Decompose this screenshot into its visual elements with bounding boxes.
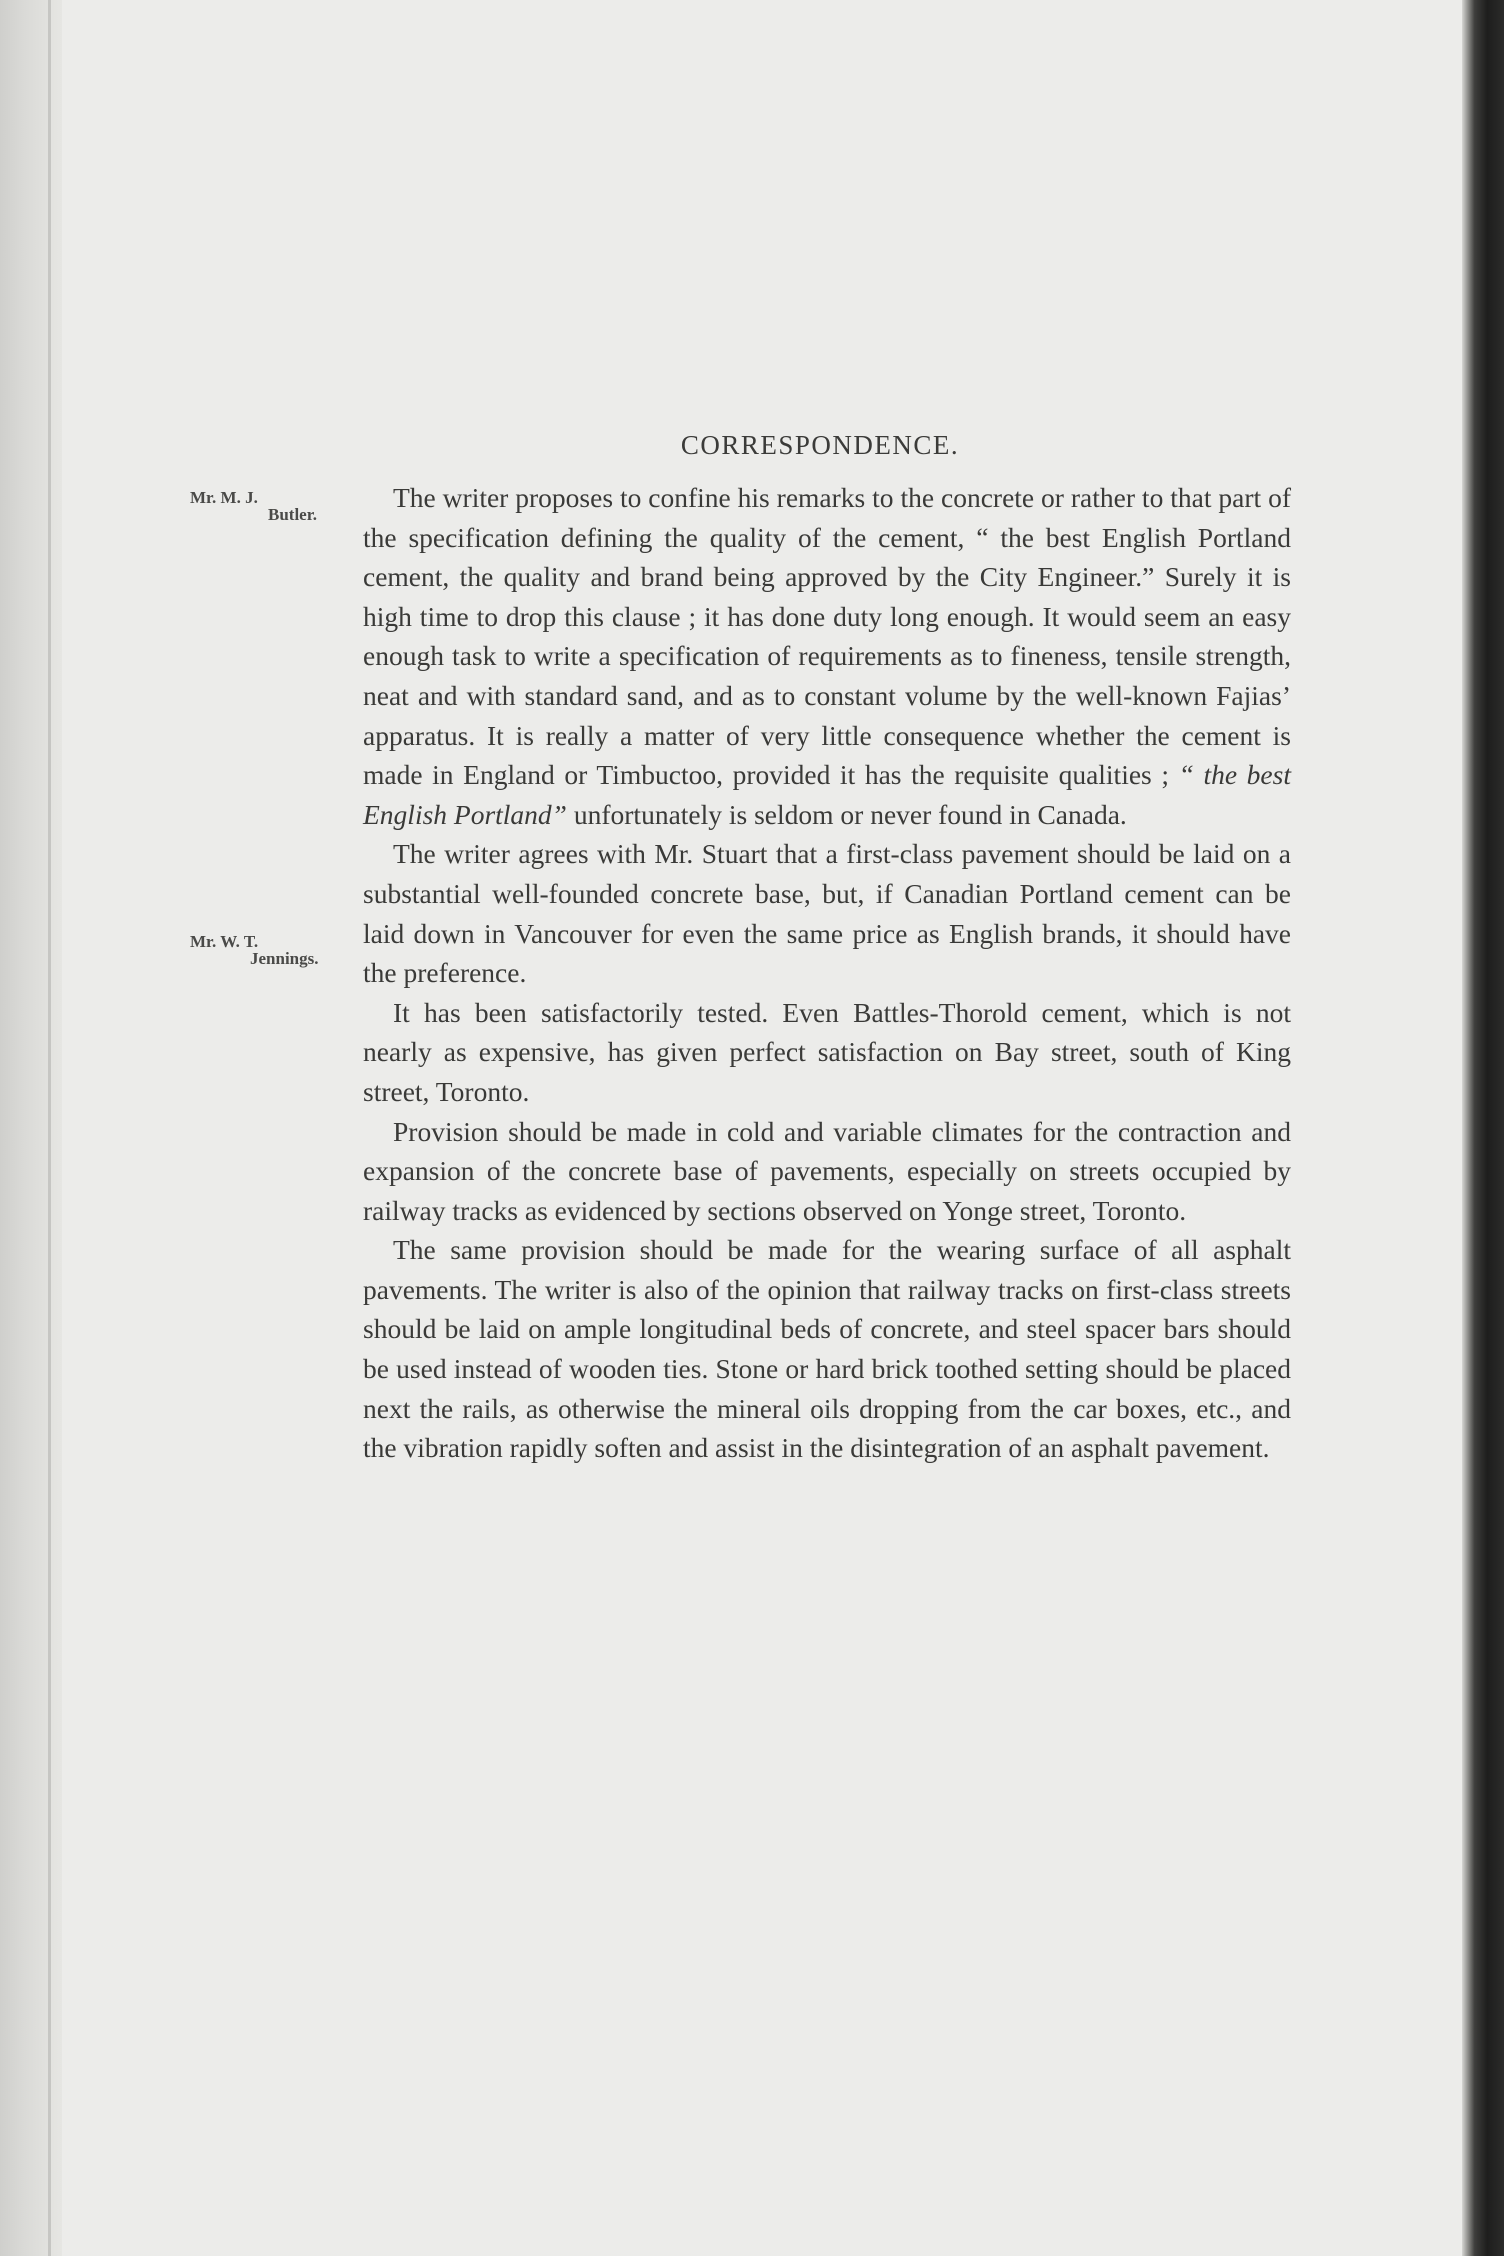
paragraph-butler <box>363 478 1291 834</box>
sidenote-jennings <box>190 933 319 967</box>
paragraph-butler-text: The writer proposes to confine his remarks to the concrete or rather to that part of the specification defining the quality of the cement, “ the best English Portland cement, the quality and brand being approved by the City Engineer.” Surely it is high time to drop this clause ; it has done duty long enough. It would seem an easy enough task to write a specification of requirements as to fineness, tensile strength, neat and with standard sand, and as to constant volume by the well-known Fajias’ apparatus. It is really a matter of very little consequence whether the cement is made in England or Timbuctoo, provided it has the requisite qualities ; <box>363 482 1291 791</box>
paragraph-jennings-1: The writer agrees with Mr. Stuart that a first-class pavement should be laid on a substantial well-founded concrete base, but, if Canadian Portland cement can be laid down in Vancouver for even the same price as English brands, it should have the preference. <box>363 838 1291 989</box>
paragraph-jennings-4: The same provision should be made for the wearing surface of all asphalt pavements. The writer is also of the opinion that railway tracks on first-class streets should be laid on ample longitudinal beds of concrete, and steel spacer bars should be used instead of wooden ties. Stone or hard brick toothed setting should be placed next the rails, as otherwise the mineral oils dropping from the car boxes, etc., and the vibration rapidly soften and assist in the disintegration of an asphalt pavement. <box>363 1234 1291 1464</box>
body-text <box>363 478 1291 1468</box>
sidenote-butler <box>190 489 317 523</box>
sidenote-butler-line1: Mr. M. J. <box>190 488 258 507</box>
sidenote-butler-line2: Butler. <box>268 505 317 524</box>
binding-shadow <box>0 0 62 2256</box>
paragraph-jennings-2: It has been satisfactorily tested. Even Battles-Thorold cement, which is not nearly as expensive, has given perfect satisfaction on Bay street, south of King street, Toronto. <box>363 996 1291 1107</box>
paragraph-butler-italic: “ the best English Portland” <box>363 759 1291 830</box>
binding-line <box>48 0 51 2256</box>
sidenote-jennings-line2: Jennings. <box>250 949 319 968</box>
paragraph-jennings-3: Provision should be made in cold and variable climates for the contraction and expansion of the concrete base of pavements, especially on streets occupied by railway tracks as evidenced by sections observed on Yonge street, Toronto. <box>363 1115 1291 1226</box>
paragraph-butler-tail: unfortunately is seldom or never found in Canada. <box>566 798 1127 830</box>
page-heading: CORRESPONDENCE. <box>680 430 960 460</box>
sidenote-jennings-line1: Mr. W. T. <box>190 932 259 951</box>
book-right-edge <box>1462 0 1504 2256</box>
